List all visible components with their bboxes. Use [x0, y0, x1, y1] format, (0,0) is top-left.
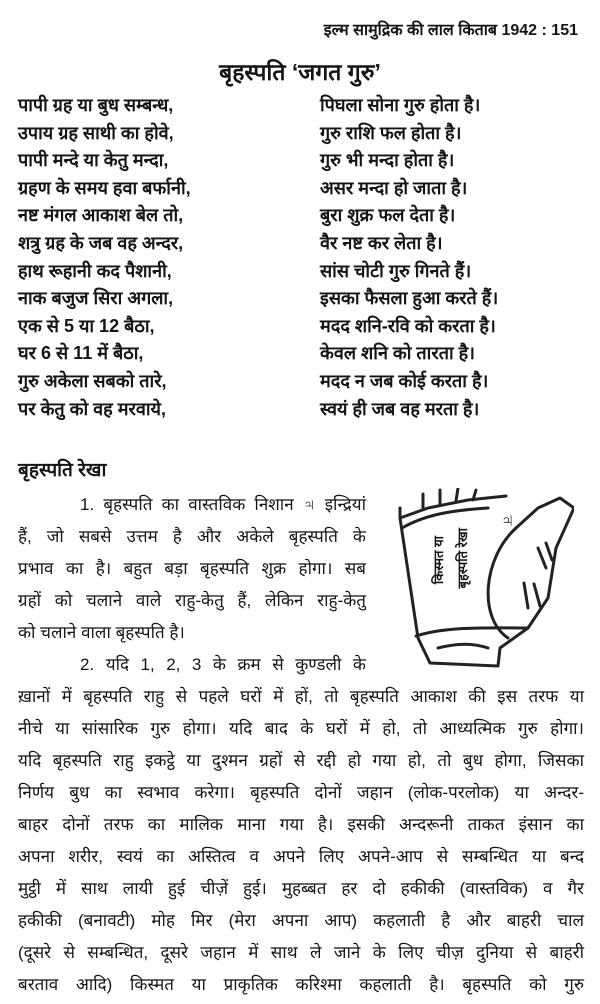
- verse-line: [18, 368, 588, 396]
- running-header: इल्म सामुद्रिक की लाल किताब 1942 : 151: [323, 22, 578, 39]
- text-line: ग्रहों को चलाने वाले राहु-केतु हैं, लेकिन राहु-केतु: [18, 591, 366, 610]
- paragraph-1: [18, 489, 366, 649]
- verse-left: उपाय ग्रह साथी का होवे,: [18, 122, 174, 143]
- text-line: नीचे या सांसारिक गुरु होगा। यदि बाद के घरों में हो, तो आध्यत्मिक गुरु होगा।: [18, 719, 584, 738]
- verse-right: मदद शनि-रवि को करता है।: [320, 315, 496, 336]
- palm-illustration: [388, 488, 574, 668]
- text-line: निर्णय बुध का स्वभाव करेगा। बृहस्पति दोनों जहान (लोक-परलोक) या अन्दर-: [18, 783, 584, 802]
- verse-line: [18, 313, 588, 341]
- text-line: 1. बृहस्पति का वास्तविक निशान ♃ इन्द्रियां: [80, 495, 366, 514]
- text-line: हकीकी (बनावटी) मोह मिर (मेरा अपना आप) कहलाती है और बाहरी चाल: [18, 911, 584, 930]
- verse-right: गुरु राशि फल होता है।: [320, 122, 462, 143]
- text-line: (दूसरे से सम्बन्धित, दूसरे जहान में साथ ले जाने के लिए चीज़ दुनिया से बाहरी: [18, 943, 584, 962]
- jupiter-symbol: ♃: [500, 510, 515, 532]
- text-line: ख़ानों में बृहस्पति राहु से पहले घरों में हों, तो बृहस्पति आकाश की इस तरफ या: [18, 687, 584, 706]
- figure-label-fate: किस्मत या: [431, 536, 446, 585]
- text-line: मुट्ठी में साथ लायी हुई चीज़ें हुई। मुहब्बत हर दो हकीकी (वास्तविक) व गैर: [18, 879, 584, 898]
- verse-right: सांस चोटी गुरु गिनते हैं।: [320, 260, 472, 281]
- verse-right: स्वयं ही जब वह मरता है।: [320, 398, 480, 419]
- paragraph-2: [18, 649, 584, 1001]
- text-line: हैं, जो सबसे उत्तम है और अकेले बृहस्पति के: [18, 527, 366, 546]
- verse-line: [18, 92, 588, 120]
- verse-left: घर 6 से 11 में बैठा,: [18, 343, 144, 364]
- text-line: बाहर दोनों तरफ का मालिक माना गया है। इसकी अन्दरूनी ताकत इंसान का: [18, 815, 584, 834]
- verse-line: [18, 396, 588, 424]
- verse-left: ग्रहण के समय हवा बर्फानी,: [18, 177, 191, 198]
- text-line: अपना शरीर, स्वयं का अस्तित्व व अपने लिए अपने-आप से सम्बन्धित या बन्द: [18, 847, 584, 866]
- verse-line: [18, 147, 588, 175]
- verse-right: असर मन्दा हो जाता है।: [320, 177, 468, 198]
- page-title: बृहस्पति ‘जगत गुरु’: [219, 59, 381, 85]
- verse-right: केवल शनि को तारता है।: [320, 343, 476, 364]
- verse-left: हाथ रूहानी कद पैशानी,: [18, 260, 172, 281]
- verse-right: गुरु भी मन्दा होता है।: [320, 150, 455, 171]
- verse-left: पर केतु को वह मरवाये,: [18, 398, 166, 419]
- text-line: यदि बृहस्पति राहु इकट्ठे या दुश्मन ग्रहों से रद्दी हो गया हो, तो बुध होगा, जिसका: [18, 751, 584, 770]
- figure-label-jupiter-line: बृहस्पति रेखा: [455, 528, 470, 589]
- verse-left: नष्ट मंगल आकाश बेल तो,: [18, 205, 184, 226]
- verse-left: शत्रु ग्रह के जब वह अन्दर,: [18, 232, 184, 253]
- verse-line: [18, 175, 588, 203]
- verse-right: पिघला सोना गुरु होता है।: [320, 95, 481, 115]
- text-line: को चलाने वाला बृहस्पति है।: [18, 623, 185, 642]
- verse-line: [18, 202, 588, 230]
- palm-drawing: [388, 488, 574, 668]
- text-line: बरताव आदि) किस्मत या प्राकृतिक करिश्मा कहलाती है। बृहस्पति को गुरु: [18, 975, 584, 994]
- verse-left: एक से 5 या 12 बैठा,: [18, 315, 155, 336]
- verse-left: नाक बजुज सिरा अगला,: [18, 288, 174, 309]
- verse-left: गुरु अकेला सबको तारे,: [18, 370, 167, 391]
- verse-right: वैर नष्ट कर लेता है।: [320, 232, 443, 253]
- verse-line: [18, 120, 588, 148]
- verse-line: [18, 340, 588, 368]
- verse-left: पापी मन्दे या केतु मन्दा,: [18, 150, 169, 171]
- verse-right: इसका फैसला हुआ करते हैं।: [320, 288, 499, 309]
- text-line: प्रभाव का है। बहुत बड़ा बृहस्पति शुक्र होगा। सब: [18, 559, 366, 578]
- verse-right: बुरा शुक्र फल देता है।: [320, 205, 456, 226]
- verse-left: पापी ग्रह या बुध सम्बन्ध,: [18, 95, 174, 115]
- verse-line: [18, 285, 588, 313]
- verse-line: [18, 230, 588, 258]
- text-line: 2. यदि 1, 2, 3 के क्रम से कुण्डली के: [80, 655, 366, 674]
- verse-block: [18, 92, 588, 423]
- verse-right: मदद न जब कोई करता है।: [320, 370, 489, 391]
- verse-line: [18, 258, 588, 286]
- section-heading: बृहस्पति रेखा: [18, 460, 107, 481]
